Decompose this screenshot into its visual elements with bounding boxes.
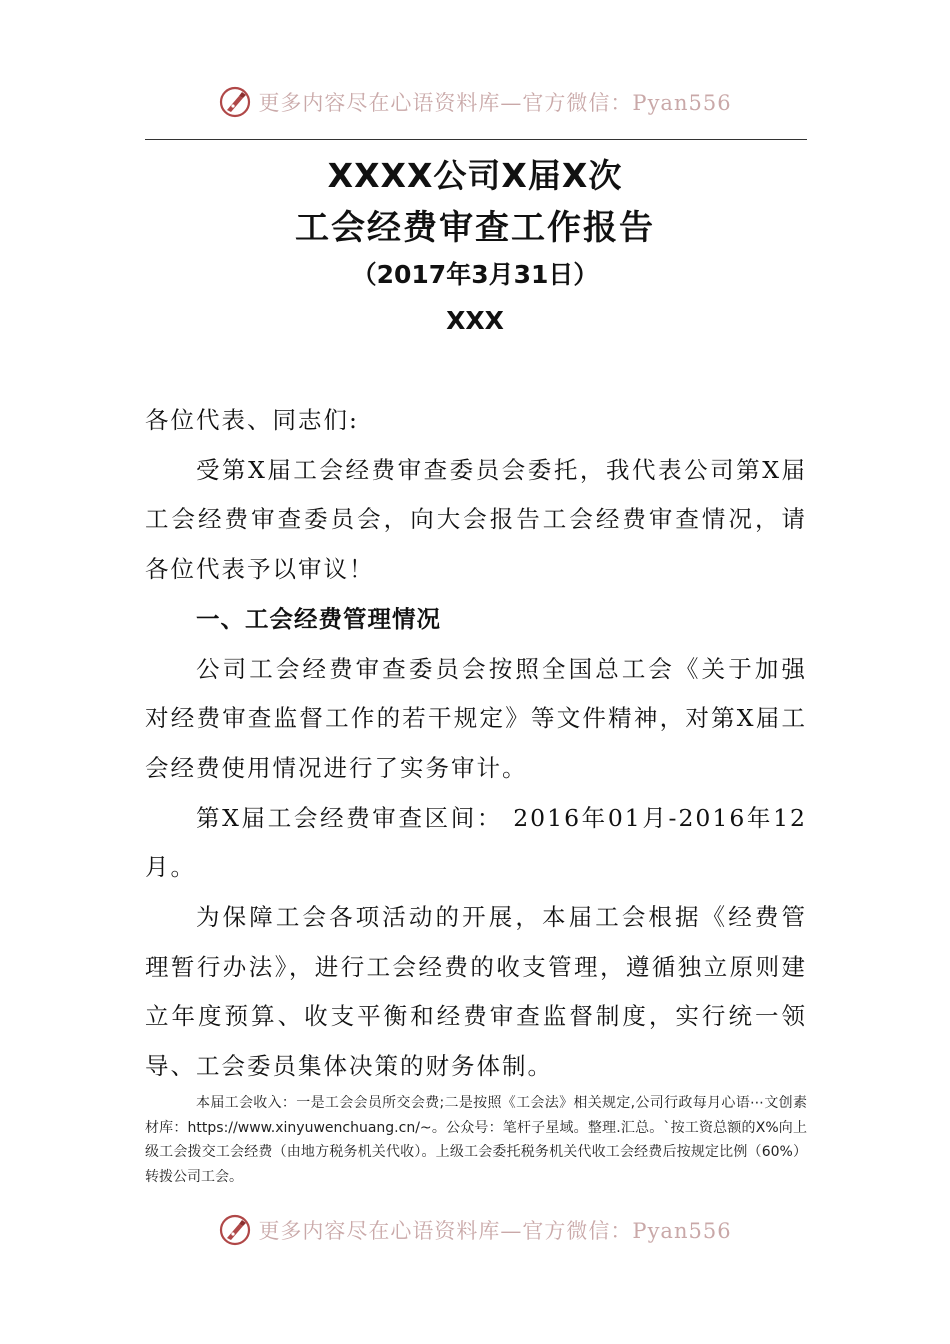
body-paragraph: 受第X届工会经费审查委员会委托，我代表公司第X届工会经费审查委员会，向大会报告工会经费审查情况，请各位代表予以审议！ bbox=[145, 455, 807, 584]
document-date: （2017年3月31日） bbox=[351, 260, 599, 289]
footnote: 本届工会收入：一是工会会员所交会费;二是按照《工会法》相关规定,公司行政每月心语⋯文创素材库：https://www.xinyuwenchuang.cn/~。公众号：笔杆子星域。整理.汇总。`按工资总额的X%向上级工会拨交工会经费（由地方税务机关代收）。上级工会委托税务机关代收工会经费后按规定比例（60%）转拨公司工会。 bbox=[145, 1095, 807, 1185]
header-rule bbox=[145, 139, 807, 140]
salutation: 各位代表、同志们: bbox=[145, 406, 359, 434]
watermark-text: 更多内容尽在心语资料库—官方微信：Pyan556 bbox=[258, 91, 732, 115]
pen-nib-logo-icon bbox=[218, 85, 252, 119]
watermark-text: 更多内容尽在心语资料库—官方微信：Pyan556 bbox=[258, 1219, 732, 1243]
watermark-banner-bottom bbox=[0, 1208, 950, 1252]
document-title-line1: XXXX公司X届X次 bbox=[327, 156, 623, 195]
body-paragraph: 为保障工会各项活动的开展，本届工会根据《经费管理暂行办法》，进行工会经费的收支管理，遵循独立原则建立年度预算、收支平衡和经费审查监督制度，实行统一领导、工会委员集体决策的财务体制。 bbox=[145, 903, 807, 1081]
watermark-banner-top bbox=[0, 80, 950, 124]
document-author: XXX bbox=[446, 306, 504, 335]
pen-nib-logo-icon bbox=[218, 1213, 252, 1247]
document-body bbox=[145, 396, 807, 1092]
section-heading: 一、工会经费管理情况 bbox=[196, 604, 441, 633]
body-paragraph: 公司工会经费审查委员会按照全国总工会《关于加强对经费审查监督工作的若干规定》等文件精神，对第X届工会经费使用情况进行了实务审计。 bbox=[145, 654, 807, 782]
document-title-line2: 工会经费审查工作报告 bbox=[295, 208, 655, 248]
body-paragraph: 第X届工会经费审查区间： 2016年01月-2016年12月。 bbox=[145, 803, 807, 882]
